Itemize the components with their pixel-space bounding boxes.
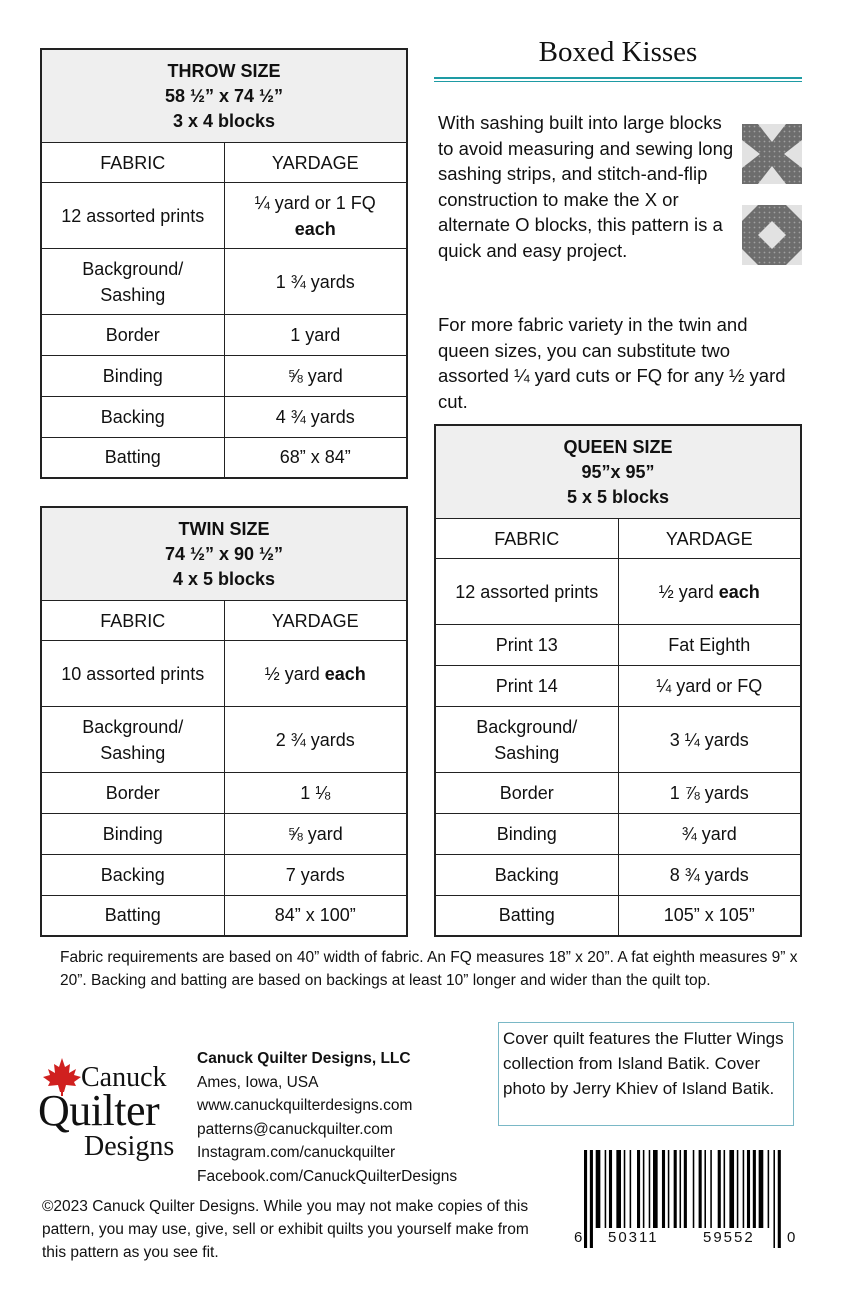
company-info bbox=[197, 1047, 457, 1189]
table-cell-fabric: Background/ Sashing bbox=[41, 249, 224, 315]
barcode-bar bbox=[693, 1150, 695, 1228]
barcode-bar bbox=[778, 1150, 781, 1248]
fabric-notes: Fabric requirements are based on 40” width of fabric. An FQ measures 18” x 20”. A fat eighth measures 9” x 20”. Backing and batting are based on backings at least 10” longer and wider than the quilt top. bbox=[60, 949, 798, 989]
company-name: Canuck Quilter Designs, LLC bbox=[197, 1050, 411, 1067]
queen-size-header bbox=[435, 425, 801, 519]
barcode-bar bbox=[743, 1150, 745, 1228]
table-cell-fabric: Border bbox=[41, 773, 224, 814]
barcode-bar bbox=[616, 1150, 621, 1228]
queen-size-table bbox=[434, 424, 802, 937]
intro-paragraph: With sashing built into large blocks to avoid measuring and sewing long sashing strips, and stitch-and-flip construction to make the X or alternate O blocks, this pattern is a quick and easy project. bbox=[438, 112, 734, 261]
barcode-bar bbox=[747, 1150, 750, 1228]
table-cell-yardage: ⅝ yard bbox=[224, 356, 407, 397]
barcode-bar bbox=[718, 1150, 721, 1228]
barcode-bar bbox=[674, 1150, 677, 1228]
table-cell-yardage: 1 ⅞ yards bbox=[618, 773, 801, 814]
company-email-link[interactable]: patterns@canuckquilter.com bbox=[197, 1120, 393, 1138]
table-cell-yardage: 105” x 105” bbox=[618, 896, 801, 936]
table-cell-yardage: 7 yards bbox=[224, 855, 407, 896]
table-cell-fabric: Backing bbox=[435, 855, 618, 896]
table-cell-yardage: 2 ¾ yards bbox=[224, 707, 407, 773]
queen-size-dims: 95”x 95” bbox=[581, 461, 655, 482]
company-location: Ames, Iowa, USA bbox=[197, 1073, 319, 1091]
table-cell-yardage: 1 ¾ yards bbox=[224, 249, 407, 315]
logo-line-quilter: Quilter bbox=[38, 1086, 160, 1135]
barcode-bar bbox=[773, 1150, 775, 1248]
pattern-title: Boxed Kisses bbox=[538, 36, 698, 68]
twin-size-header bbox=[41, 507, 407, 601]
barcode-bar bbox=[684, 1150, 687, 1228]
table-cell-yardage: ½ yard each bbox=[224, 641, 407, 707]
company-website-link[interactable]: www.canuckquilterdesigns.com bbox=[197, 1097, 413, 1115]
barcode-bar bbox=[624, 1150, 626, 1228]
barcode-bar bbox=[668, 1150, 670, 1228]
table-cell-yardage: 1 ⅛ bbox=[224, 773, 407, 814]
company-instagram-link[interactable]: Instagram.com/canuckquilter bbox=[197, 1144, 396, 1162]
table-cell-fabric: Binding bbox=[41, 356, 224, 397]
barcode-bar bbox=[605, 1150, 607, 1228]
barcode-bar bbox=[680, 1150, 682, 1228]
table-cell-fabric: Border bbox=[41, 315, 224, 356]
title-rule-bottom bbox=[434, 81, 802, 82]
table-cell-fabric: Border bbox=[435, 773, 618, 814]
table-cell-fabric: 12 assorted prints bbox=[41, 183, 224, 249]
table-cell-yardage: 68” x 84” bbox=[224, 438, 407, 478]
barcode-bar bbox=[724, 1150, 726, 1228]
cover-credit-box: Cover quilt features the Flutter Wings collection from Island Batik. Cover photo by Jerry Khiev of Island Batik. bbox=[498, 1022, 794, 1126]
table-cell-yardage: ¼ yard or 1 FQ each bbox=[224, 183, 407, 249]
table-cell-yardage: ¼ yard or FQ bbox=[618, 666, 801, 707]
throw-size-dims: 58 ½” x 74 ½” bbox=[164, 85, 284, 106]
table-cell-fabric: Backing bbox=[41, 397, 224, 438]
barcode-lead-digit: 6 bbox=[574, 1229, 583, 1246]
table-cell-yardage: 84” x 100” bbox=[224, 896, 407, 936]
barcode-bar bbox=[643, 1150, 645, 1228]
barcode-bar bbox=[729, 1150, 734, 1228]
table-cell-yardage: 4 ¾ yards bbox=[224, 397, 407, 438]
barcode-bar bbox=[768, 1150, 770, 1228]
barcode-bar bbox=[737, 1150, 739, 1228]
twin-size-dims: 74 ½” x 90 ½” bbox=[164, 543, 284, 564]
title-rule-top bbox=[434, 77, 802, 79]
table-cell-yardage: ⅝ yard bbox=[224, 814, 407, 855]
yardage-column-header: YARDAGE bbox=[618, 519, 801, 559]
throw-size-blocks: 3 x 4 blocks bbox=[172, 110, 276, 131]
barcode-bar bbox=[630, 1150, 632, 1228]
table-cell-fabric: Batting bbox=[435, 896, 618, 936]
table-cell-yardage: ¾ yard bbox=[618, 814, 801, 855]
barcode-bar bbox=[759, 1150, 764, 1228]
table-cell-fabric: Background/ Sashing bbox=[435, 707, 618, 773]
barcode-bar bbox=[637, 1150, 640, 1228]
barcode-bar bbox=[596, 1150, 601, 1228]
fabric-column-header: FABRIC bbox=[41, 601, 224, 641]
fabric-column-header: FABRIC bbox=[41, 143, 224, 183]
barcode-left-digits: 50311 bbox=[608, 1229, 659, 1246]
barcode-bar bbox=[704, 1150, 706, 1228]
yardage-column-header: YARDAGE bbox=[224, 601, 407, 641]
barcode-bar bbox=[649, 1150, 651, 1228]
table-cell-fabric: Binding bbox=[435, 814, 618, 855]
barcode-bar bbox=[653, 1150, 658, 1228]
throw-size-header bbox=[41, 49, 407, 143]
table-cell-fabric: Background/ Sashing bbox=[41, 707, 224, 773]
twin-size-name: TWIN SIZE bbox=[178, 518, 270, 539]
barcode-right-digits: 59552 bbox=[703, 1229, 755, 1246]
table-cell-fabric: 10 assorted prints bbox=[41, 641, 224, 707]
table-cell-yardage: 8 ¾ yards bbox=[618, 855, 801, 896]
table-cell-yardage: 3 ¼ yards bbox=[618, 707, 801, 773]
queen-size-name: QUEEN SIZE bbox=[563, 436, 673, 457]
canuck-quilter-logo bbox=[38, 1058, 188, 1168]
yardage-column-header: YARDAGE bbox=[224, 143, 407, 183]
table-cell-fabric: Batting bbox=[41, 438, 224, 478]
copyright-notice: ©2023 Canuck Quilter Designs. While you may not make copies of this pattern, you may use, give, sell or exhibit quilts you yourself make from this pattern as you see fit. bbox=[42, 1198, 529, 1261]
table-cell-yardage: Fat Eighth bbox=[618, 625, 801, 666]
table-cell-fabric: Print 14 bbox=[435, 666, 618, 707]
table-cell-yardage: ½ yard each bbox=[618, 559, 801, 625]
table-cell-fabric: Binding bbox=[41, 814, 224, 855]
barcode-check-digit: 0 bbox=[787, 1229, 796, 1246]
twin-size-table bbox=[40, 506, 408, 937]
barcode-bar bbox=[609, 1150, 612, 1228]
logo-line-canuck: Canuck bbox=[81, 1062, 167, 1093]
company-facebook-link[interactable]: Facebook.com/CanuckQuilterDesigns bbox=[197, 1167, 458, 1185]
throw-size-name: THROW SIZE bbox=[167, 60, 281, 81]
barcode-bar bbox=[753, 1150, 756, 1228]
fabric-variety-paragraph: For more fabric variety in the twin and queen sizes, you can substitute two assorted ¼ yard cuts or FQ for any ½ yard cut. bbox=[438, 314, 786, 412]
queen-size-blocks: 5 x 5 blocks bbox=[566, 486, 670, 507]
x-block-icon bbox=[742, 124, 802, 184]
table-cell-yardage: 1 yard bbox=[224, 315, 407, 356]
barcode-bar bbox=[699, 1150, 702, 1228]
table-cell-fabric: Backing bbox=[41, 855, 224, 896]
table-cell-fabric: Batting bbox=[41, 896, 224, 936]
table-cell-fabric: Print 13 bbox=[435, 625, 618, 666]
barcode-bar bbox=[662, 1150, 665, 1228]
upc-barcode bbox=[570, 1150, 802, 1260]
barcode-bar bbox=[590, 1150, 593, 1248]
logo-line-designs: Designs bbox=[84, 1131, 175, 1162]
fabric-column-header: FABRIC bbox=[435, 519, 618, 559]
twin-size-blocks: 4 x 5 blocks bbox=[172, 568, 276, 589]
barcode-bar bbox=[584, 1150, 587, 1248]
barcode-bar bbox=[710, 1150, 712, 1228]
o-block-icon bbox=[742, 205, 802, 265]
throw-size-table bbox=[40, 48, 408, 479]
table-cell-fabric: 12 assorted prints bbox=[435, 559, 618, 625]
